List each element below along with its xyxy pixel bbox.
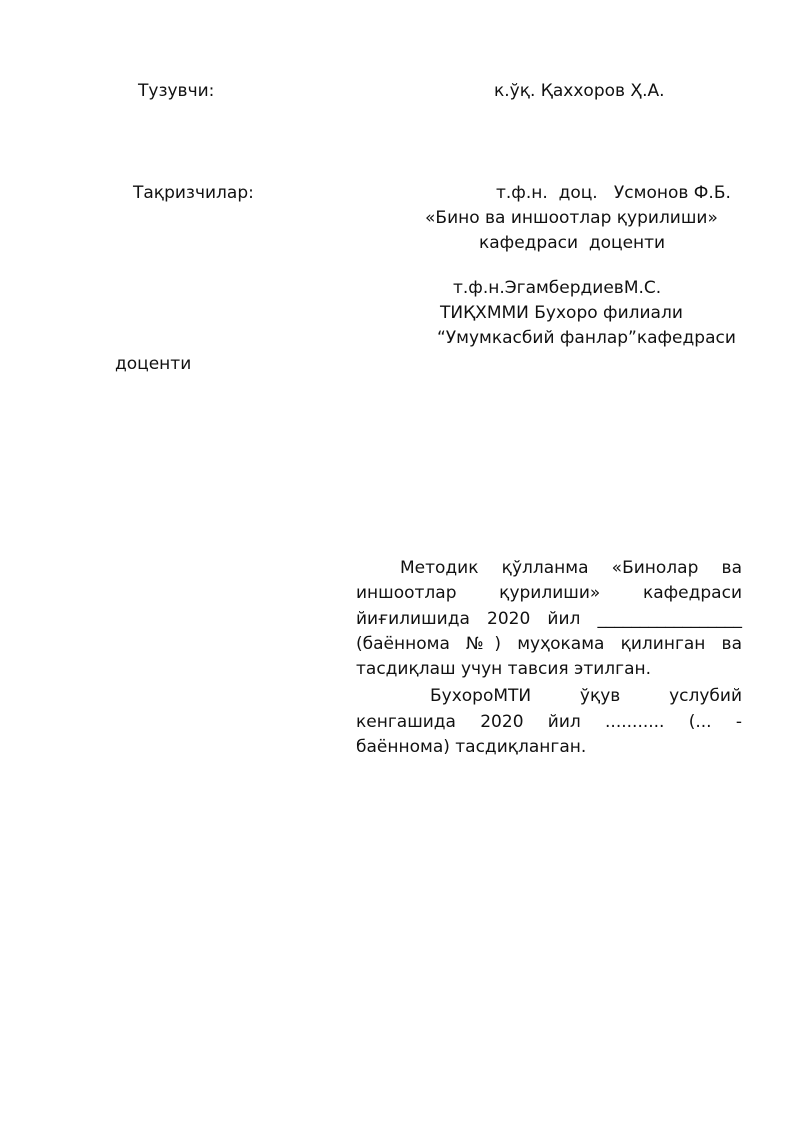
reviewer-1-line-3: кафедраси доценти — [479, 233, 666, 253]
approval-p1-line-2: иншоотлар қурилиши» кафедраси — [356, 583, 742, 603]
compiler-name: к.ўқ. Қаххоров Ҳ.А. — [494, 81, 665, 101]
approval-p1-line-4: (баённома №) муҳокама қилинган ва — [356, 634, 742, 654]
approval-p2-line-1: БухороМТИ ўқув услубий — [430, 686, 742, 706]
approval-p1-line-3: йиғилишида 2020 йил _________________ — [356, 609, 742, 629]
approval-p2-line-3: баённома) тасдиқланган. — [356, 737, 587, 757]
reviewer-1-line-1: т.ф.н. доц. Усмонов Ф.Б. — [496, 183, 731, 203]
reviewer-2-line-1: т.ф.н.ЭгамбердиевМ.С. — [453, 278, 662, 298]
compiler-label: Тузувчи: — [138, 81, 215, 101]
reviewer-1-line-2: «Бино ва иншоотлар қурилиши» — [425, 208, 718, 228]
approval-p2-line-2: кенгашида 2020 йил ........... (... - — [356, 712, 742, 732]
reviewers-label: Тақризчилар: — [133, 183, 254, 203]
approval-p1-line-5: тасдиқлаш учун тавсия этилган. — [356, 659, 652, 679]
approval-p1-line-1: Методик қўлланма «Бинолар ва — [400, 558, 742, 578]
reviewer-2-line-4: доценти — [115, 354, 192, 374]
reviewer-2-line-2: ТИҚХММИ Бухоро филиали — [440, 303, 683, 323]
reviewer-2-line-3: “Умумкасбий фанлар”кафедраси — [437, 328, 736, 348]
